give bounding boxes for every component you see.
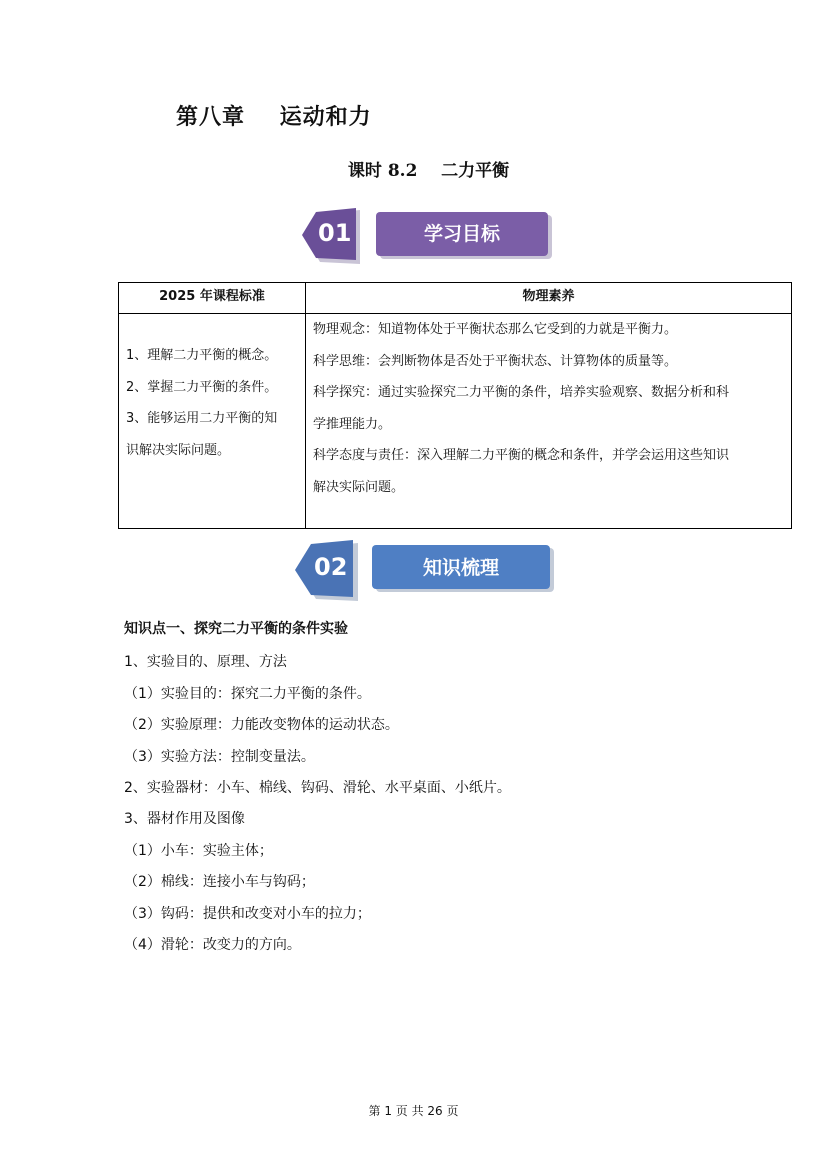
section-banner-knowledge	[290, 535, 556, 605]
standard-item: 2、掌握二力平衡的条件。	[126, 379, 278, 395]
content-line: （3）实验方法：控制变量法。	[124, 749, 315, 765]
content-line: （2）实验原理：力能改变物体的运动状态。	[124, 717, 399, 733]
content-line: （1）小车：实验主体；	[124, 843, 273, 859]
content-line: 2、实验器材：小车、棉线、钩码、滑轮、水平桌面、小纸片。	[124, 780, 511, 796]
content-line: （3）钩码：提供和改变对小车的拉力；	[124, 906, 371, 922]
literacy-item: 科学探究：通过实验探究二力平衡的条件，培养实验观察、数据分析和科	[313, 385, 730, 400]
banner-label: 知识梳理	[422, 557, 499, 579]
lesson-title: 课时 8.2 二力平衡	[347, 161, 510, 181]
banner-number: 01	[318, 219, 352, 247]
standards-cell	[119, 314, 306, 529]
content-line: （1）实验目的：探究二力平衡的条件。	[124, 686, 371, 702]
content-line: （2）棉线：连接小车与钩码；	[124, 874, 315, 890]
chapter-title: 第八章 运动和力	[176, 104, 372, 130]
literacy-item: 学推理能力。	[313, 416, 392, 432]
learning-goals-table	[118, 282, 792, 529]
content-line: （4）滑轮：改变力的方向。	[124, 937, 301, 953]
literacy-cell	[306, 314, 792, 529]
banner-number: 02	[314, 553, 348, 581]
standard-item: 1、理解二力平衡的概念。	[126, 348, 278, 363]
table-header: 物理素养	[306, 283, 792, 314]
literacy-item: 科学思维：会判断物体是否处于平衡状态、计算物体的质量等。	[313, 353, 678, 369]
page-footer: 第 1 页 共 26 页	[368, 1104, 459, 1118]
standard-item: 3、能够运用二力平衡的知	[126, 411, 278, 426]
knowledge-point-heading: 知识点一、探究二力平衡的条件实验	[124, 621, 348, 637]
section-banner-goals	[298, 204, 554, 268]
literacy-item: 科学态度与责任：深入理解二力平衡的概念和条件，并学会运用这些知识	[313, 448, 730, 463]
literacy-item: 解决实际问题。	[313, 479, 405, 495]
banner-label: 学习目标	[423, 223, 500, 245]
table-row	[119, 314, 792, 529]
standard-item: 识解决实际问题。	[126, 442, 231, 458]
table-header-row	[119, 283, 792, 314]
content-line: 3、器材作用及图像	[124, 811, 245, 827]
literacy-item: 物理观念：知道物体处于平衡状态那么它受到的力就是平衡力。	[313, 322, 678, 337]
table-header: 2025 年课程标准	[119, 283, 306, 314]
content-line: 1、实验目的、原理、方法	[124, 654, 287, 670]
